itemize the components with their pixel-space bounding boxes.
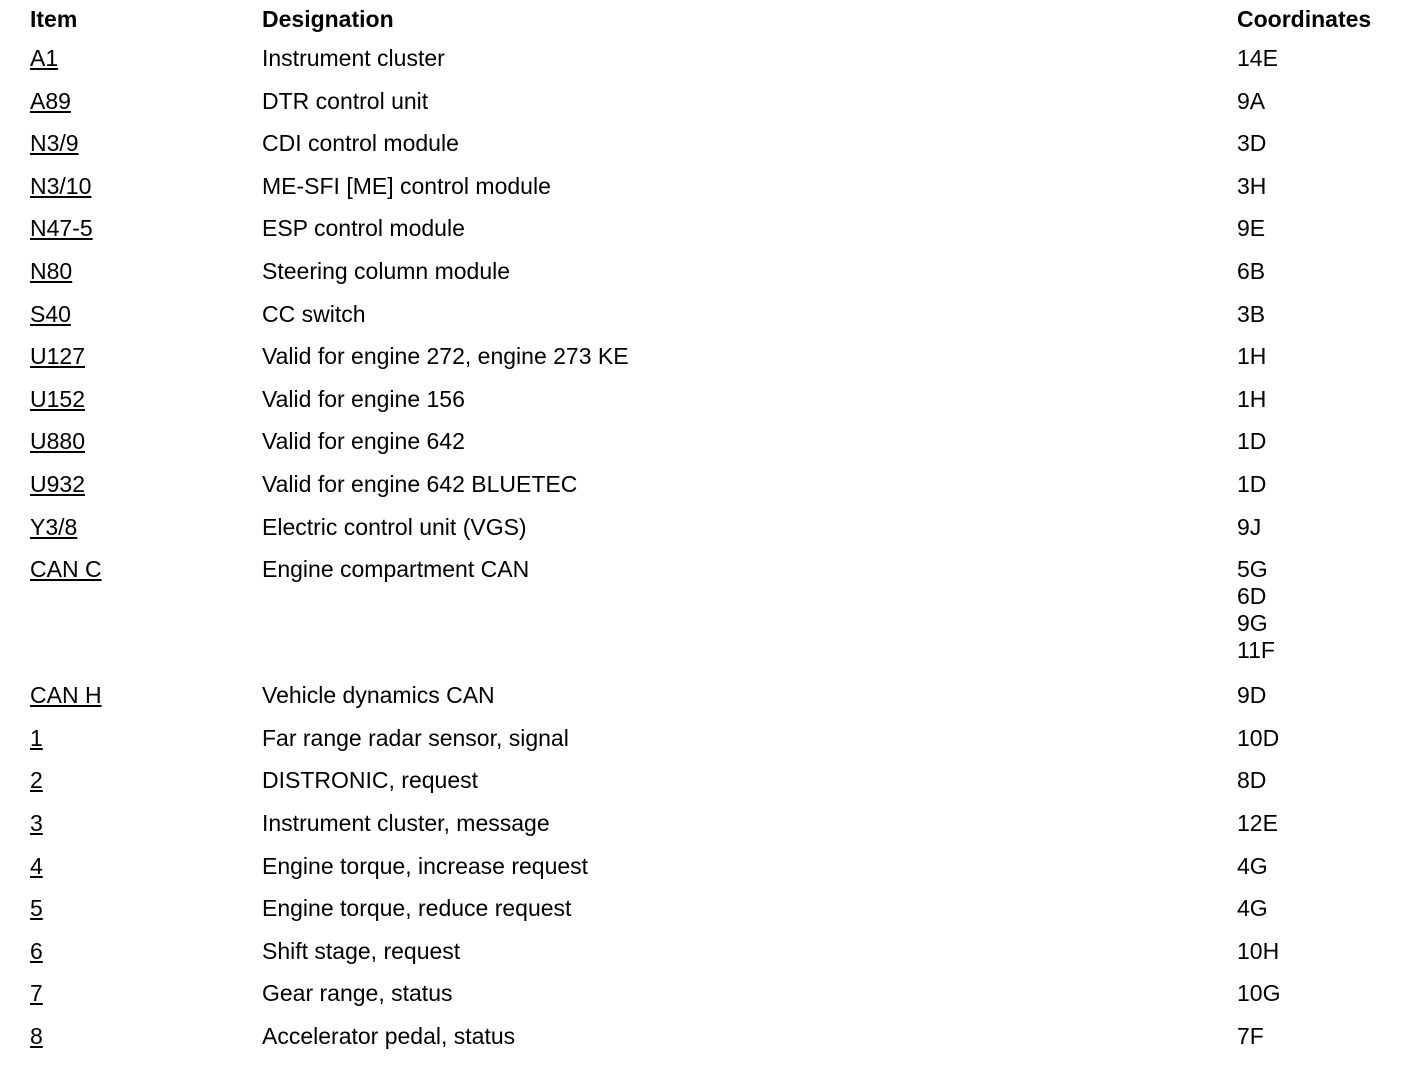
table-row: [30, 853, 1400, 896]
coordinate-value: 3H: [1237, 172, 1267, 199]
table-row: [30, 810, 1400, 853]
header-item: Item: [30, 6, 78, 32]
coordinate-value: 9A: [1237, 87, 1266, 114]
coordinate-value: 6B: [1237, 257, 1266, 284]
item-link[interactable]: S40: [30, 300, 71, 327]
item-cell: [30, 895, 262, 922]
item-link[interactable]: 5: [30, 895, 43, 922]
item-cell: [30, 215, 262, 242]
item-cell: [30, 767, 262, 794]
item-cell: [30, 853, 262, 880]
table-row: [30, 938, 1400, 981]
coordinate-value: 7F: [1237, 1022, 1264, 1049]
designation-cell: CC switch: [262, 300, 366, 327]
item-cell: [30, 682, 262, 709]
item-link[interactable]: 6: [30, 937, 43, 964]
table-row: [30, 130, 1400, 173]
coordinate-value: 1H: [1237, 385, 1267, 412]
coordinates-cell: [1237, 343, 1400, 370]
table-row: [30, 301, 1400, 344]
designation-cell: Far range radar sensor, signal: [262, 724, 569, 751]
item-link[interactable]: CAN C: [30, 556, 102, 583]
header-designation: Designation: [262, 6, 394, 32]
coordinates-cell: [1237, 301, 1400, 328]
item-link[interactable]: U932: [30, 470, 85, 497]
coordinates-cell: [1237, 471, 1400, 498]
coordinates-cell: [1237, 938, 1400, 965]
coordinate-value: 10D: [1237, 724, 1280, 751]
header-row: [30, 6, 1400, 45]
designation-cell: Accelerator pedal, status: [262, 1022, 516, 1049]
item-link[interactable]: U880: [30, 428, 85, 455]
coordinates-cell: [1237, 682, 1400, 709]
coordinate-value: 9J: [1237, 513, 1262, 540]
table-row: [30, 725, 1400, 768]
coordinate-value: 10H: [1237, 937, 1280, 964]
coordinates-cell: [1237, 853, 1400, 880]
item-link[interactable]: 4: [30, 852, 43, 879]
item-cell: [30, 938, 262, 965]
table-row: [30, 386, 1400, 429]
table-row: [30, 767, 1400, 810]
coordinates-cell: [1237, 895, 1400, 922]
legend-rows: [30, 45, 1400, 1065]
coordinate-value: 9D: [1237, 682, 1267, 709]
item-link[interactable]: A89: [30, 87, 71, 114]
coordinates-cell: [1237, 386, 1400, 413]
designation-cell: Engine torque, reduce request: [262, 895, 572, 922]
coordinate-value: 11F: [1237, 637, 1275, 664]
coordinates-cell: [1237, 45, 1400, 72]
item-link[interactable]: 8: [30, 1022, 43, 1049]
designation-cell: Vehicle dynamics CAN: [262, 682, 495, 709]
designation-cell: Engine torque, increase request: [262, 852, 589, 879]
coordinates-cell: [1237, 428, 1400, 455]
coordinate-value: 9E: [1237, 215, 1266, 242]
item-link[interactable]: U127: [30, 343, 85, 370]
item-cell: [30, 45, 262, 72]
item-cell: [30, 258, 262, 285]
table-row: [30, 258, 1400, 301]
item-cell: [30, 471, 262, 498]
designation-cell: CDI control module: [262, 130, 459, 157]
designation-cell: Valid for engine 272, engine 273 KE: [262, 343, 629, 370]
table-row: [30, 88, 1400, 131]
designation-cell: Valid for engine 642 BLUETEC: [262, 470, 578, 497]
item-cell: [30, 130, 262, 157]
coordinate-value: 1D: [1237, 428, 1267, 455]
item-link[interactable]: 2: [30, 767, 43, 794]
coordinate-value: 1D: [1237, 470, 1267, 497]
item-cell: [30, 301, 262, 328]
item-cell: [30, 514, 262, 541]
coordinate-value: 10G: [1237, 980, 1281, 1007]
table-row: [30, 215, 1400, 258]
coordinates-cell: [1237, 725, 1400, 752]
designation-cell: Gear range, status: [262, 980, 453, 1007]
item-link[interactable]: Y3/8: [30, 513, 78, 540]
designation-cell: Valid for engine 156: [262, 385, 465, 412]
coordinates-cell: [1237, 1023, 1400, 1050]
table-row: [30, 514, 1400, 557]
item-link[interactable]: CAN H: [30, 682, 102, 709]
designation-cell: Electric control unit (VGS): [262, 513, 527, 540]
coordinates-cell: [1237, 258, 1400, 285]
coordinates-cell: [1237, 130, 1400, 157]
item-cell: [30, 556, 262, 583]
item-link[interactable]: N80: [30, 257, 73, 284]
item-cell: [30, 1023, 262, 1050]
coordinate-value: 4G: [1237, 852, 1268, 879]
designation-cell: DISTRONIC, request: [262, 767, 478, 794]
designation-cell: Engine compartment CAN: [262, 556, 530, 583]
item-link[interactable]: 7: [30, 980, 43, 1007]
designation-cell: Shift stage, request: [262, 937, 461, 964]
table-row: [30, 980, 1400, 1023]
designation-cell: DTR control unit: [262, 87, 429, 114]
designation-cell: ESP control module: [262, 215, 465, 242]
coordinate-value: 1H: [1237, 343, 1267, 370]
item-link[interactable]: A1: [30, 45, 59, 71]
coordinates-cell: [1237, 514, 1400, 541]
item-cell: [30, 725, 262, 752]
table-row: [30, 556, 1400, 682]
designation-cell: ME-SFI [ME] control module: [262, 172, 551, 199]
designation-cell: Instrument cluster: [262, 45, 445, 71]
item-cell: [30, 343, 262, 370]
coordinate-value: 8D: [1237, 767, 1267, 794]
designation-cell: Instrument cluster, message: [262, 809, 550, 836]
coordinate-value: 12E: [1237, 809, 1278, 836]
table-row: [30, 895, 1400, 938]
item-link[interactable]: N47-5: [30, 215, 93, 242]
designation-cell: Valid for engine 642: [262, 428, 465, 455]
coordinate-value: 9G: [1237, 610, 1268, 637]
coordinates-cell: [1237, 173, 1400, 200]
table-row: [30, 45, 1400, 88]
coordinates-cell: [1237, 767, 1400, 794]
item-cell: [30, 810, 262, 837]
table-row: [30, 428, 1400, 471]
coordinates-cell: [1237, 88, 1400, 115]
coordinate-value: 14E: [1237, 45, 1278, 71]
coordinate-value: 3D: [1237, 130, 1267, 157]
legend-table: [30, 6, 1400, 1065]
coordinates-cell: [1237, 980, 1400, 1007]
table-row: [30, 1023, 1400, 1066]
designation-cell: Steering column module: [262, 257, 511, 284]
item-link[interactable]: N3/9: [30, 130, 79, 157]
coordinates-cell: [1237, 556, 1400, 664]
table-row: [30, 471, 1400, 514]
coordinate-value: 6D: [1237, 583, 1267, 610]
item-cell: [30, 173, 262, 200]
item-link[interactable]: 1: [30, 724, 43, 751]
coordinates-cell: [1237, 215, 1400, 242]
header-coordinates: Coordinates: [1237, 6, 1372, 32]
coordinate-value: 5G: [1237, 556, 1268, 583]
table-row: [30, 343, 1400, 386]
item-cell: [30, 386, 262, 413]
item-cell: [30, 88, 262, 115]
item-link[interactable]: N3/10: [30, 172, 92, 199]
item-link[interactable]: U152: [30, 385, 85, 412]
coordinate-value: 4G: [1237, 895, 1268, 922]
table-row: [30, 173, 1400, 216]
item-cell: [30, 980, 262, 1007]
coordinates-cell: [1237, 810, 1400, 837]
coordinate-value: 3B: [1237, 300, 1266, 327]
item-cell: [30, 428, 262, 455]
table-row: [30, 682, 1400, 725]
item-link[interactable]: 3: [30, 809, 43, 836]
